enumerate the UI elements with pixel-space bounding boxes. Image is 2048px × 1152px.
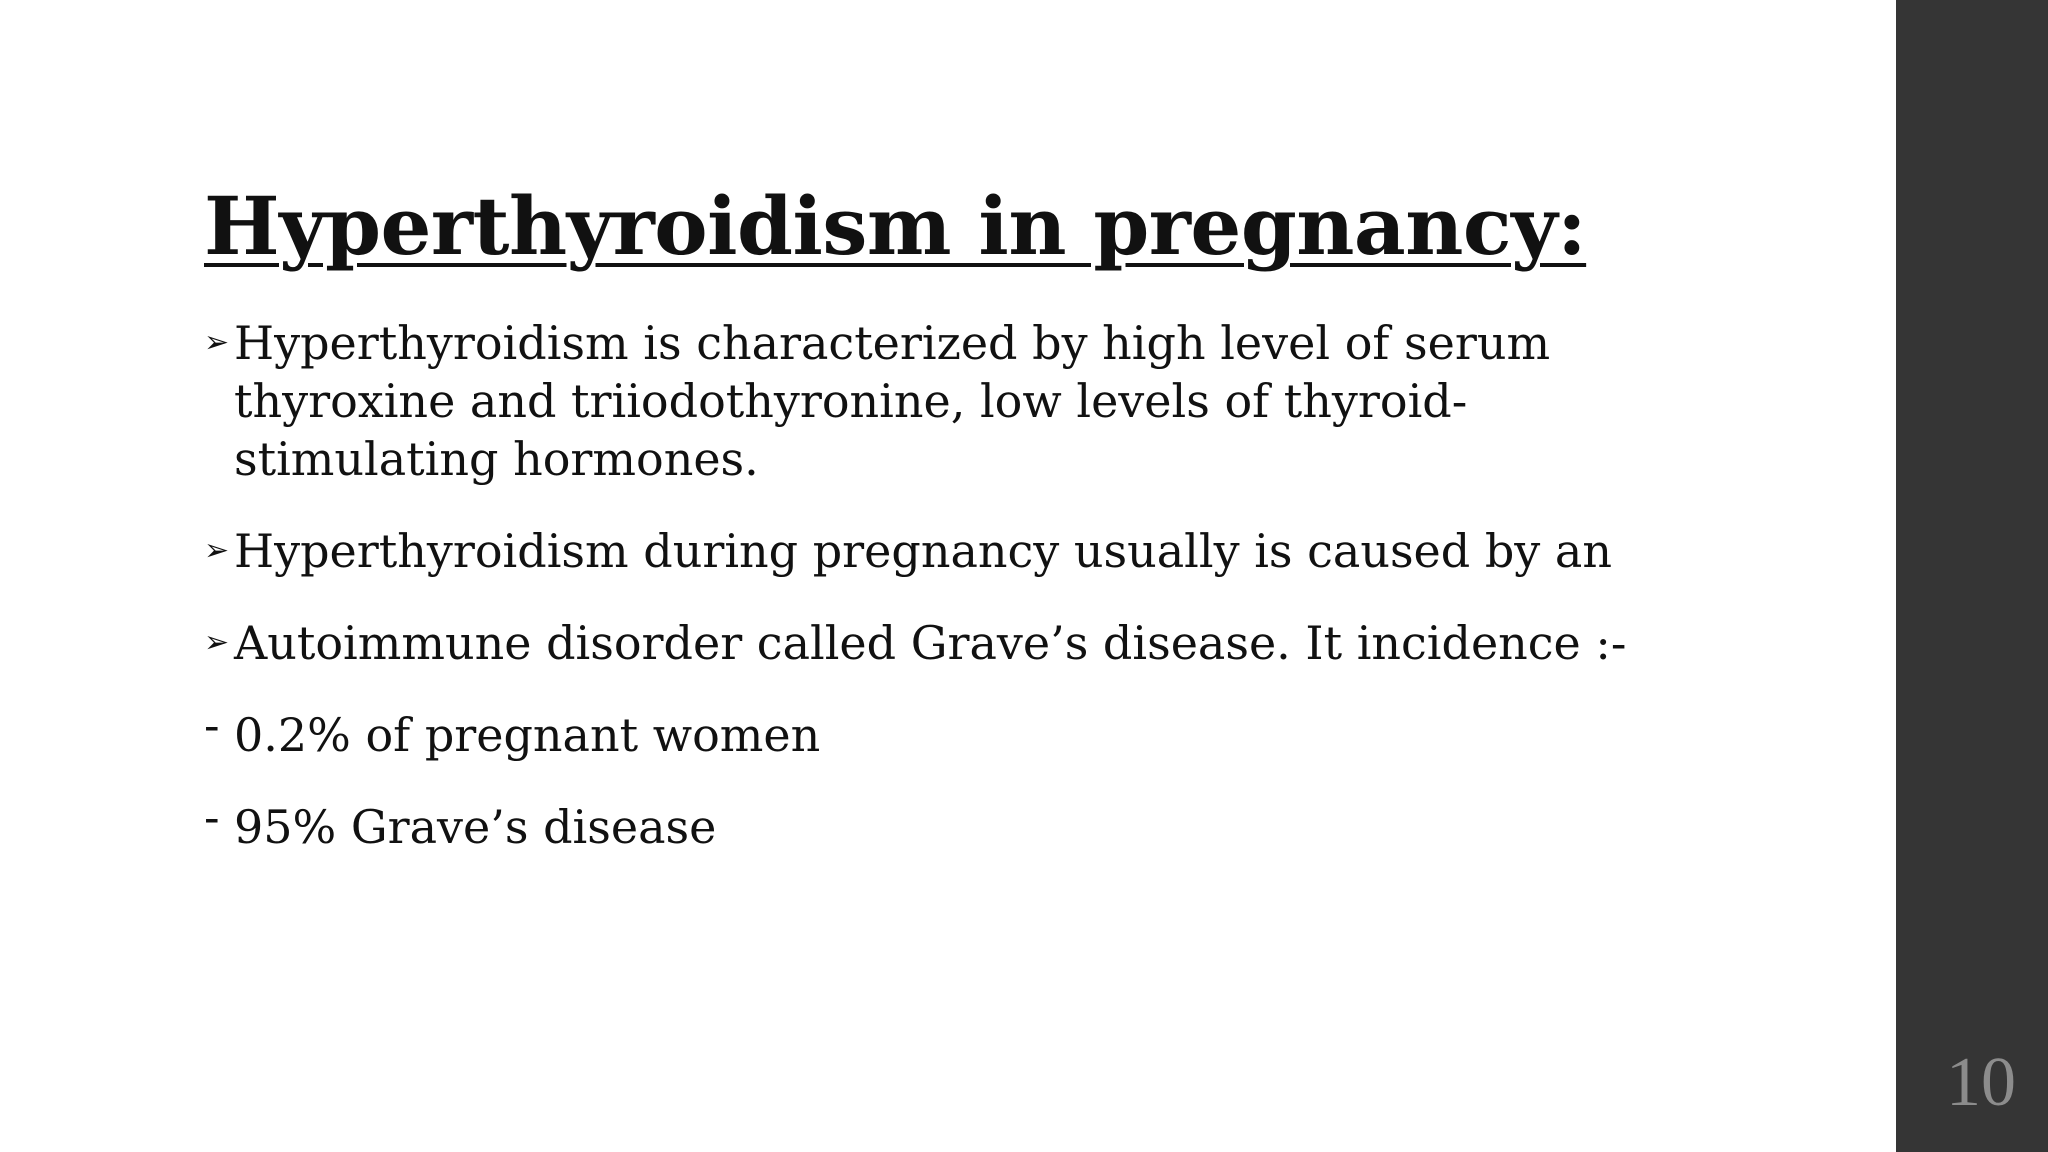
dash-bullet-icon: -	[204, 698, 220, 752]
bullet-text: 0.2% of pregnant women	[234, 708, 821, 762]
bullet-text: 95% Grave’s disease	[234, 800, 717, 854]
arrow-bullet-icon: ➢	[204, 325, 230, 360]
bullet-text: Hyperthyroidism is characterized by high level of serum thyroxine and triiodothyronine, low levels of thyroid-stimulating hormones.	[234, 316, 1551, 486]
slide-title: Hyperthyroidism in pregnancy:	[204, 179, 1587, 273]
bullet-text: Autoimmune disorder called Grave’s disease. It incidence :-	[234, 616, 1627, 670]
arrow-bullet-icon: ➢	[204, 625, 230, 660]
bullet-item	[204, 314, 1634, 488]
sub-bullet-item	[204, 790, 1634, 856]
bullet-text: Hyperthyroidism during pregnancy usually is caused by an	[234, 524, 1612, 578]
arrow-bullet-icon: ➢	[204, 533, 230, 568]
slide-number: 10	[1946, 1044, 2016, 1121]
dash-bullet-icon: -	[204, 790, 220, 844]
bullet-item	[204, 522, 1634, 580]
bullet-list	[204, 314, 1634, 890]
bullet-item	[204, 614, 1634, 672]
side-bar	[1896, 0, 2048, 1152]
sub-bullet-item	[204, 698, 1634, 764]
